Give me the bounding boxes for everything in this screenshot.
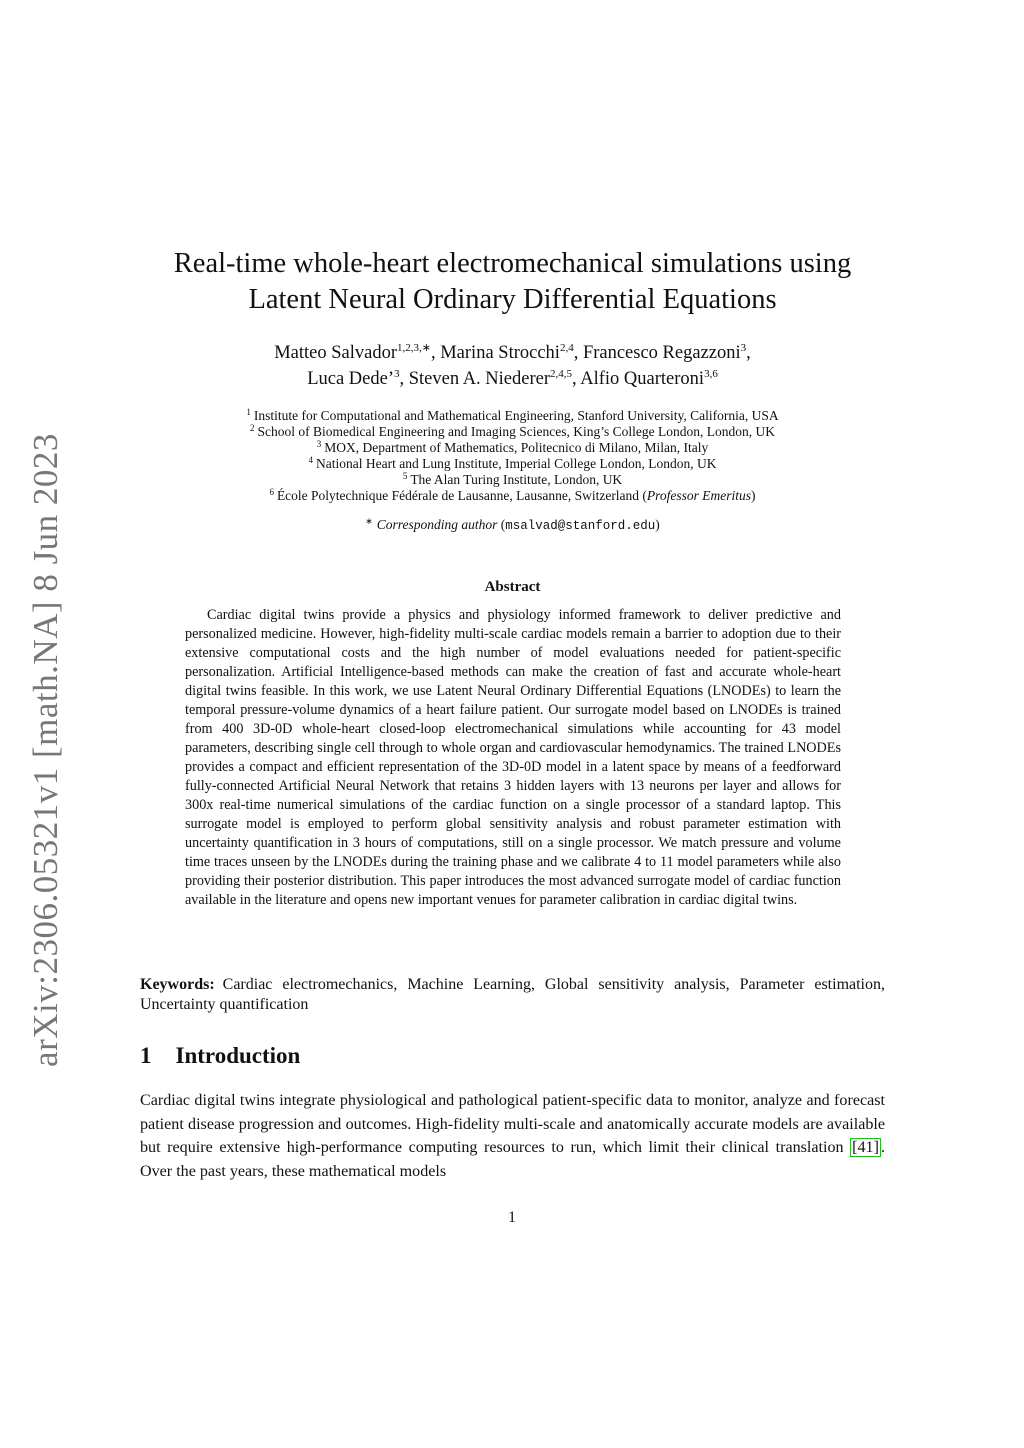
affiliation-number: 2 (250, 423, 255, 433)
affiliation-6 (140, 488, 885, 504)
affiliation-text: École Polytechnique Fédérale de Lausanne, Lausanne, Switzerland ( (276, 488, 647, 503)
title-line-2: Latent Neural Ordinary Differential Equations (248, 284, 777, 315)
author-affiliation-marks: 1,2,3,∗ (397, 342, 431, 354)
corresponding-label: Corresponding author (376, 517, 498, 532)
corresponding-open-paren: ( (497, 517, 506, 532)
affiliation-note: Professor Emeritus (646, 488, 752, 503)
author-name: Alfio Quarteroni (580, 369, 705, 389)
affiliation-2 (140, 424, 885, 440)
author-name: Marina Strocchi (440, 343, 560, 363)
author-affiliation-marks: 2,4 (559, 342, 574, 354)
affiliation-text: The Alan Turing Institute, London, UK (410, 472, 623, 487)
abstract-body: Cardiac digital twins provide a physics and physiology informed framework to deliver predictive and personalized medicine. However, high-fidelity multi-scale cardiac models remain a barrier to adoption due to their extensive computational costs and the high number of model evaluations needed for patient-specific personalization. Artificial Intelligence-based methods can make the creation of fast and accurate whole-heart digital twins feasible. In this work, we use Latent Neural Ordinary Differential Equations (LNODEs) to learn the temporal pressure-volume dynamics of a heart failure patient. Our surrogate model based on LNODEs is trained from 400 3D-0D whole-heart closed-loop electromechanical simulations while accounting for 43 model parameters, describing single cell through to whole organ and cardiovascular hemodynamics. The trained LNODEs provides a compact and efficient representation of the 3D-0D model in a latent space by means of a feedforward fully-connected Artificial Neural Network that retains 3 hidden layers with 13 neurons per layer and allows for 300x real-time numerical simulations of the cardiac function on a single processor of a standard laptop. This surrogate model is employed to perform global sensitivity analysis and robust parameter estimation with uncertainty quantification in 3 hours of computations, still on a single processor. We match pressure and volume time traces unseen by the LNODEs during the training phase and we calibrate 4 to 11 model parameters while also providing their posterior distribution. This paper introduces the most advanced surrogate model of cardiac function available in the literature and opens new important venues for parameter calibration in cardiac digital twins. (185, 607, 841, 908)
author-line-1: Matteo Salvador$^{1,2,3,∗}$, Marina Strocchi$^{2,4}$, Francesco Regazzoni$^3$, (274, 342, 751, 363)
corresponding-close-paren: ) (655, 517, 660, 532)
intro-text-before: Cardiac digital twins integrate physiological and pathological patient-specific data to monitor, analyze and forecast patient disease progression and outcomes. High-fidelity multi-scale and anatomically accurate models are available but require extensive high-performance computing resources to run, which limit their clinical translation (140, 1092, 885, 1156)
author-affiliation-marks: 3 (740, 342, 747, 354)
affiliation-text: MOX, Department of Mathematics, Politecnico di Milano, Milan, Italy (324, 440, 709, 455)
keywords (140, 975, 885, 1015)
affiliation-text: Institute for Computational and Mathematical Engineering, Stanford University, California, USA (253, 408, 779, 423)
page-number: 1 (508, 1209, 516, 1226)
introduction-paragraph (140, 1089, 885, 1183)
author-affiliation-marks: 3,6 (704, 368, 718, 380)
author-affiliation-marks: 2,4,5 (550, 368, 573, 380)
author-name: Luca Dede’ (307, 369, 394, 389)
paper-title (140, 246, 885, 318)
section-title: Introduction (175, 1043, 301, 1068)
author-name: Steven A. Niederer (408, 369, 551, 389)
affiliation-text: School of Biomedical Engineering and Imaging Sciences, King’s College London, London, UK (257, 424, 775, 439)
affiliation-5 (140, 472, 885, 488)
affiliation-number: 4 (308, 455, 314, 465)
title-line-1: Real-time whole-heart electromechanical simulations using (173, 248, 852, 279)
section-heading-introduction (140, 1043, 300, 1069)
affiliation-number: 1 (246, 407, 251, 417)
affiliation-text: National Heart and Lung Institute, Imperial College London, London, UK (316, 456, 717, 471)
author-name: Francesco Regazzoni (582, 343, 741, 363)
affiliation-number: 3 (316, 439, 322, 449)
affiliation-3 (140, 440, 885, 456)
author-name: Matteo Salvador (274, 343, 398, 363)
author-affiliation-marks: 3 (393, 368, 400, 380)
affiliation-list (140, 408, 885, 504)
affiliation-number: 5 (402, 471, 408, 481)
arxiv-identifier-stamp: arXiv:2306.05321v1 [math.NA] 8 Jun 2023 (26, 433, 65, 1067)
abstract-heading: Abstract (484, 579, 541, 595)
section-number: 1 (140, 1043, 152, 1068)
intro-text-after: . Over the past years, these mathematical models (140, 1139, 885, 1180)
keywords-text: Cardiac electromechanics, Machine Learning, Global sensitivity analysis, Parameter estimation, Uncertainty quantification (140, 976, 885, 1013)
keywords-label: Keywords: (140, 976, 215, 993)
corresponding-email[interactable]: msalvad@stanford.edu (505, 519, 656, 533)
corresponding-author (140, 517, 885, 533)
citation-link[interactable]: [41] (852, 1139, 879, 1156)
affiliation-close-paren: ) (751, 488, 756, 503)
author-line-2: Luca Dede’$^3$, Steven A. Niederer$^{2,4,5}$, Alfio Quarteroni$^{3,6}$ (307, 368, 718, 389)
author-list (140, 340, 885, 392)
affiliation-1 (140, 408, 885, 424)
corresponding-mark: ∗ (365, 516, 373, 526)
affiliation-number: 6 (269, 487, 274, 497)
affiliation-4 (140, 456, 885, 472)
